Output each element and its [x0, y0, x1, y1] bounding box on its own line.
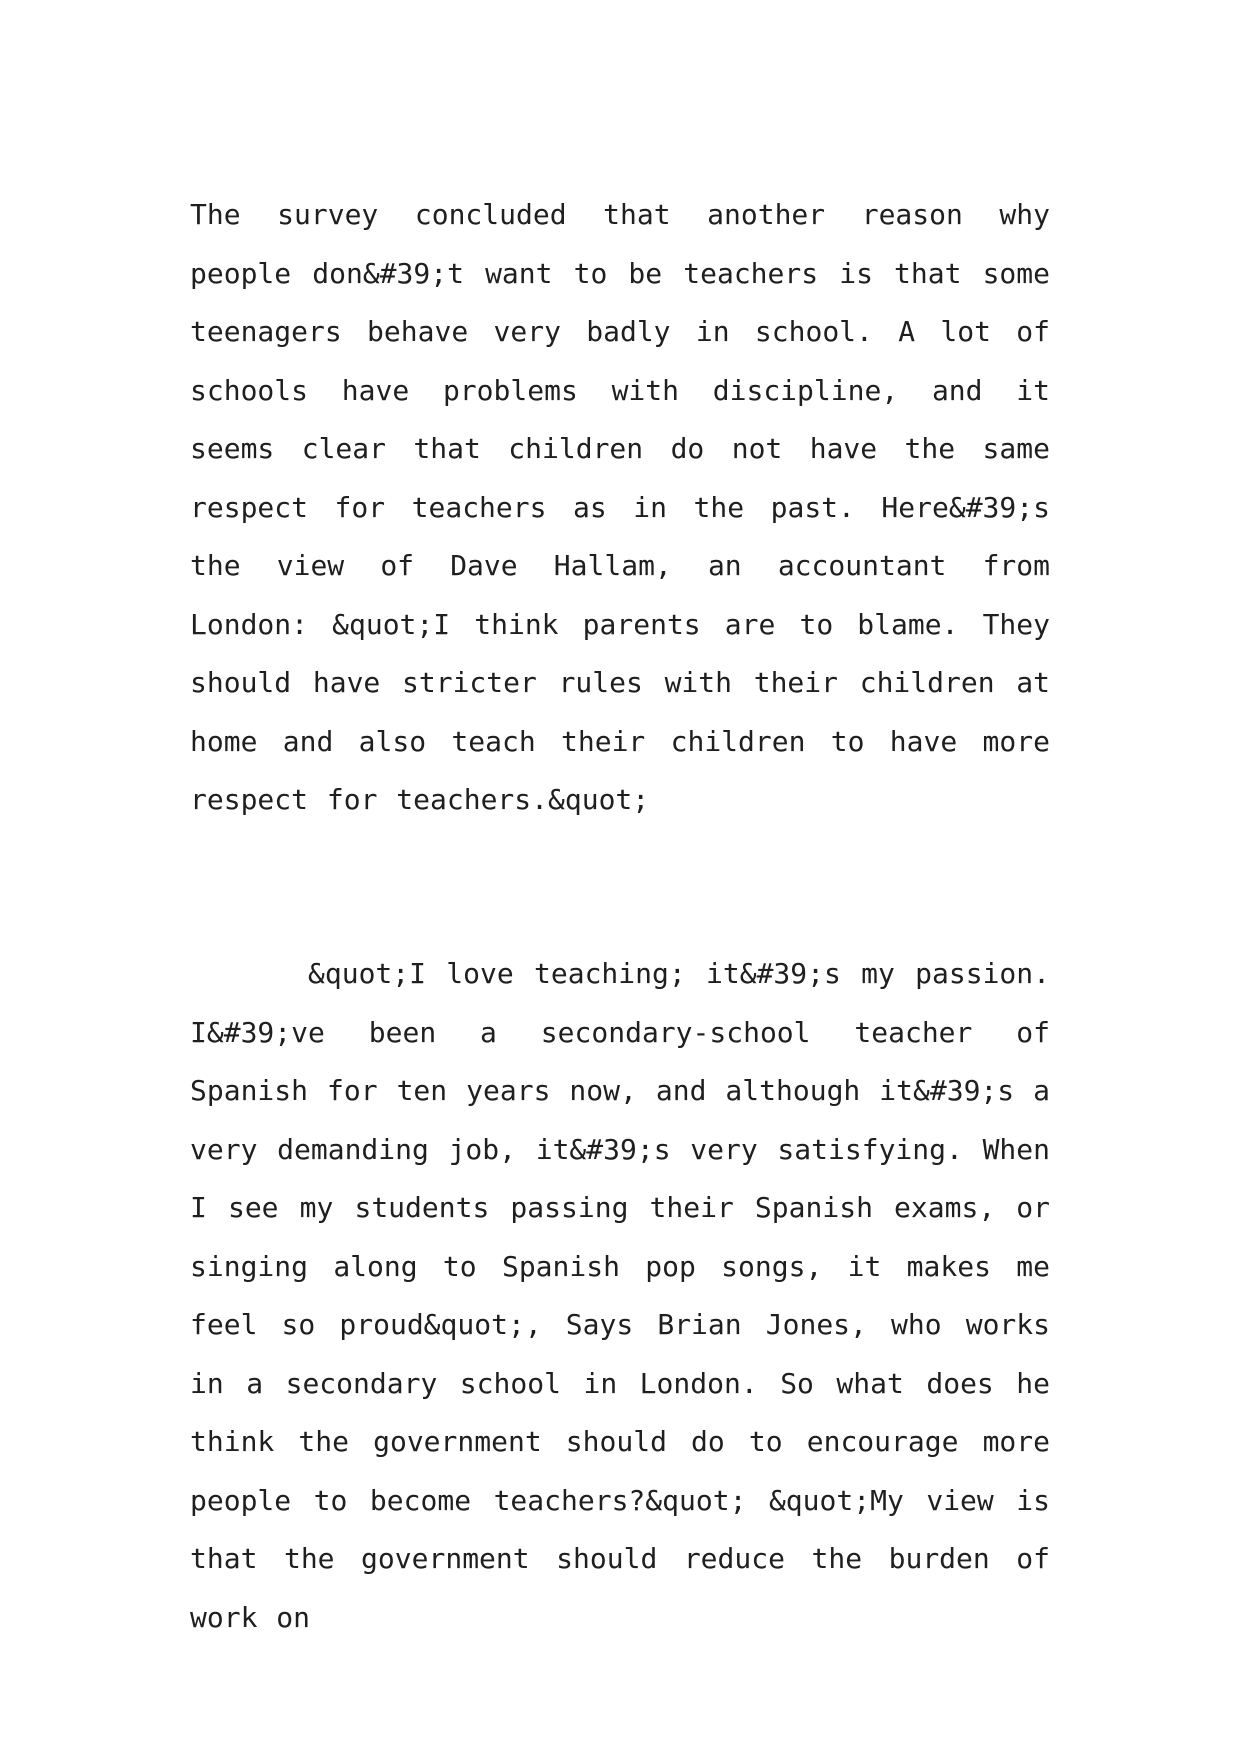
paragraph-brian-jones-quote: &quot;I love teaching; it&#39;s my passion. I&#39;ve been a secondary-school teacher of Spanish for ten years now, and although it&#39;s a very demanding job, it&#39;s very satisfying. When I see my students passing their Spanish exams, or singing along to Spanish pop songs, it makes me feel so proud&quot;, Says Brian Jones, who works in a secondary school in London. So what does he think the government should do to encourage more people to become teachers?&quot; &quot;My view is that the government should reduce the burden of work on	[190, 957, 1050, 1634]
paragraph-teacher-shortage-discipline: The survey concluded that another reason why people don&#39;t want to be teachers is that some teenagers behave very badly in school. A lot of schools have problems with discipline, and it seems clear that children do not have the same respect for teachers as in the past. Here&#39;s the view of Dave Hallam, an accountant from London: &quot;I think parents are to blame. They should have stricter rules with their children at home and also teach their children to have more respect for teachers.&quot;	[190, 198, 1050, 816]
